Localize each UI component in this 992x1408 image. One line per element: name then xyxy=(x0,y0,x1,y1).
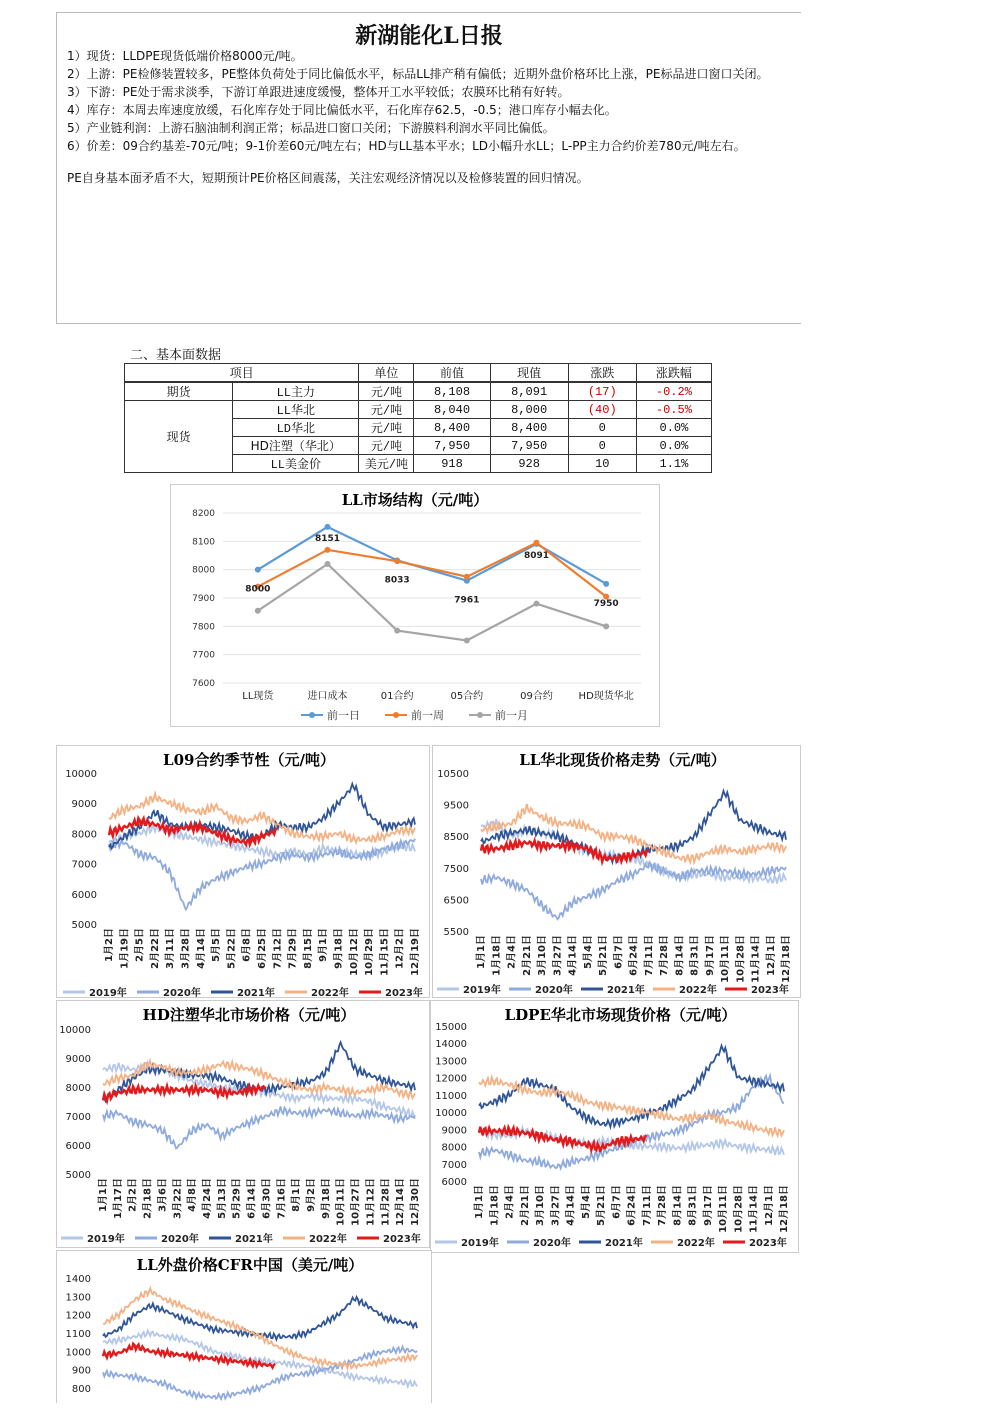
y-tick-label: 7700 xyxy=(192,650,215,661)
table-row xyxy=(125,401,712,419)
chart-title: L09合约季节性（元/吨） xyxy=(163,751,335,769)
legend-label: 2023年 xyxy=(385,988,423,997)
legend-label: 2019年 xyxy=(87,1234,125,1245)
x-tick-label: 6月8日 xyxy=(241,928,253,962)
x-tick-label: 9月1日 xyxy=(318,928,330,962)
y-tick-label: 9000 xyxy=(441,1125,467,1137)
x-tick-label: 12月18日 xyxy=(781,935,792,983)
x-tick-label: 5月13日 xyxy=(216,1178,228,1219)
y-tick-label: 10500 xyxy=(437,769,469,780)
x-tick-label: 12月1日 xyxy=(765,935,777,976)
series-line xyxy=(103,1297,417,1340)
x-tick-label: 6月7日 xyxy=(611,1185,623,1219)
data-point xyxy=(534,601,540,607)
data-point xyxy=(325,524,331,530)
x-tick-label: 2月21日 xyxy=(519,1185,531,1226)
legend-marker xyxy=(309,712,315,718)
data-point xyxy=(464,638,470,644)
legend-label: 2022年 xyxy=(311,988,349,997)
x-tick-label: 3月27日 xyxy=(552,935,564,976)
series-line xyxy=(103,1347,417,1399)
x-tick-label: 5月22日 xyxy=(226,928,238,969)
chart-title: LDPE华北市场现货价格（元/吨） xyxy=(504,1006,737,1024)
header-prev: 前值 xyxy=(414,364,490,383)
legend-label: 前一月 xyxy=(495,709,528,722)
x-tick-label: 7月16日 xyxy=(276,1178,288,1219)
y-tick-label: 1200 xyxy=(65,1310,91,1322)
y-tick-label: 8100 xyxy=(192,537,215,548)
x-tick-label: 3月10日 xyxy=(535,1185,546,1226)
x-tick-label: 9月17日 xyxy=(702,1185,714,1226)
x-tick-label: 10月29日 xyxy=(364,928,376,976)
x-tick-label: 8月14日 xyxy=(672,1185,684,1226)
x-tick-label: 5月29日 xyxy=(231,1178,243,1219)
x-tick-label: 3月22日 xyxy=(172,1178,184,1219)
y-tick-label: 8000 xyxy=(441,1142,467,1154)
x-tick-label: 6月30日 xyxy=(261,1178,273,1219)
data-label: 8033 xyxy=(384,575,410,586)
l09-chart-svg xyxy=(57,746,429,997)
y-tick-label: 8000 xyxy=(192,565,215,576)
x-tick-label: 11月12日 xyxy=(365,1178,377,1226)
legend-label: 2021年 xyxy=(607,985,645,996)
y-tick-label: 13000 xyxy=(435,1056,467,1068)
y-tick-label: 1000 xyxy=(65,1347,91,1359)
x-tick-label: 8月31日 xyxy=(687,1185,699,1226)
row-curr: 8,091 xyxy=(490,382,568,401)
x-tick-label: 2月4日 xyxy=(506,935,518,969)
x-tick-label: 11月14日 xyxy=(748,1185,760,1233)
row-unit: 元/吨 xyxy=(359,419,414,437)
llnorth-chart-svg xyxy=(433,746,800,997)
data-point xyxy=(394,558,400,564)
data-point xyxy=(603,623,609,629)
y-tick-label: 8200 xyxy=(192,509,215,519)
chart-structure xyxy=(170,484,660,727)
x-tick-label: 2月4日 xyxy=(504,1185,516,1219)
legend-label: 2023年 xyxy=(749,1238,787,1249)
series-line xyxy=(109,818,277,845)
data-label: 8091 xyxy=(523,550,550,561)
series-line xyxy=(103,1042,415,1101)
structure-chart-svg xyxy=(171,485,659,726)
data-point xyxy=(325,561,331,567)
legend-label: 2023年 xyxy=(383,1234,421,1245)
x-tick-label: 7月11日 xyxy=(641,1185,653,1226)
chart-title: LL外盘价格CFR中国（美元/吨） xyxy=(136,1256,364,1274)
row-prev: 7,950 xyxy=(414,437,490,455)
y-tick-label: 7000 xyxy=(441,1159,467,1171)
y-tick-label: 7900 xyxy=(192,594,215,604)
x-tick-label: 12月19日 xyxy=(410,928,421,976)
y-tick-label: 1400 xyxy=(65,1274,91,1285)
x-tick-label: 6月7日 xyxy=(613,935,625,969)
legend-label: 前一周 xyxy=(411,709,444,722)
legend-label: 2019年 xyxy=(463,985,501,996)
x-tick-label: 12月1日 xyxy=(763,1185,775,1226)
report-line: 4）库存：本周去库速度放缓，石化库存处于同比偏低水平，石化库存62.5，-0.5；港口库存小幅去化。 xyxy=(67,103,617,117)
y-tick-label: 1100 xyxy=(65,1329,91,1340)
section-title: 二、基本面数据 xyxy=(130,348,222,363)
report-line: 1）现货：LLDPE现货低端价格8000元/吨。 xyxy=(67,49,303,63)
x-tick-label: 1月18日 xyxy=(491,935,503,976)
row-unit: 元/吨 xyxy=(359,401,414,419)
legend-label: 2019年 xyxy=(461,1238,499,1249)
group-spot: 现货 xyxy=(125,401,233,473)
header-item: 项目 xyxy=(125,364,359,383)
data-point xyxy=(603,581,609,587)
y-tick-label: 900 xyxy=(71,1365,91,1377)
row-chg: (40) xyxy=(568,401,636,419)
y-tick-label: 800 xyxy=(71,1384,91,1395)
fundamentals-table xyxy=(124,363,712,473)
x-tick-label: 7月12日 xyxy=(272,928,284,969)
x-tick-label: 4月14日 xyxy=(567,935,579,976)
x-tick-label: 8月14日 xyxy=(674,935,686,976)
x-tick-label: 4月14日 xyxy=(565,1185,577,1226)
series-line xyxy=(258,564,606,641)
x-tick-label: 11月14日 xyxy=(750,935,762,983)
y-tick-label: 7500 xyxy=(443,863,469,875)
x-tick-label: 3月11日 xyxy=(165,928,177,969)
header-unit: 单位 xyxy=(359,364,414,383)
chart-title: LL华北现货价格走势（元/吨） xyxy=(519,751,726,769)
chart-l09 xyxy=(56,745,430,998)
x-tick-label: 9月2日 xyxy=(306,1178,317,1212)
x-tick-label: 1月1日 xyxy=(98,1178,109,1212)
row-pct: -0.2% xyxy=(636,382,711,401)
x-tick-label: 7月11日 xyxy=(643,935,655,976)
x-tick-label: 2月18日 xyxy=(142,1178,154,1219)
x-tick-label: 8月15日 xyxy=(302,928,314,969)
x-tick-label: 10月28日 xyxy=(733,1185,745,1233)
row-item: LL美金价 xyxy=(233,455,359,473)
report-title: 新湖能化L日报 xyxy=(355,23,503,49)
x-tick-label: 4月24日 xyxy=(202,1178,213,1219)
y-tick-label: 8000 xyxy=(65,1083,91,1094)
data-point xyxy=(325,547,331,553)
x-tick-label: 8月31日 xyxy=(689,935,701,976)
x-tick-label: 3月28日 xyxy=(180,928,192,969)
legend-label: 2022年 xyxy=(309,1234,347,1245)
row-item: HD注塑（华北） xyxy=(233,437,359,455)
row-curr: 8,400 xyxy=(490,419,568,437)
y-tick-label: 7800 xyxy=(192,622,215,633)
legend-label: 2023年 xyxy=(751,985,789,996)
x-tick-label: HD现货华北 xyxy=(578,691,634,702)
chart-cfr xyxy=(56,1250,432,1403)
data-point xyxy=(464,574,470,580)
row-pct: 0.0% xyxy=(636,437,711,455)
data-point xyxy=(534,540,540,546)
x-tick-label: 12月14日 xyxy=(395,1178,407,1226)
row-item: LD华北 xyxy=(233,419,359,437)
series-line xyxy=(103,1106,415,1148)
legend-marker xyxy=(477,712,483,718)
report-summary: PE自身基本面矛盾不大，短期预计PE价格区间震荡，关注宏观经济情况以及检修装置的回归情况。 xyxy=(67,171,589,185)
x-tick-label: 10月12日 xyxy=(348,928,360,976)
x-tick-label: 5月21日 xyxy=(598,935,609,976)
y-tick-label: 12000 xyxy=(435,1073,467,1085)
chart-hdnorth xyxy=(56,1000,430,1248)
report-box xyxy=(56,12,801,324)
x-tick-label: 进口成本 xyxy=(307,691,348,702)
ldpenorth-chart-svg xyxy=(431,1001,798,1252)
y-tick-label: 6000 xyxy=(71,889,97,901)
row-curr: 7,950 xyxy=(490,437,568,455)
y-tick-label: 7000 xyxy=(71,859,97,871)
row-unit: 元/吨 xyxy=(359,382,414,401)
y-tick-label: 6000 xyxy=(441,1177,467,1188)
y-tick-label: 15000 xyxy=(435,1022,467,1033)
legend-label: 2020年 xyxy=(163,988,201,997)
row-chg: 0 xyxy=(568,419,636,437)
x-tick-label: 2月2日 xyxy=(127,1178,139,1212)
x-tick-label: 5月4日 xyxy=(580,1185,592,1219)
x-tick-label: 10月11日 xyxy=(335,1178,347,1226)
x-tick-label: 2月21日 xyxy=(521,935,533,976)
x-tick-label: 3月6日 xyxy=(157,1178,169,1212)
row-prev: 8,400 xyxy=(414,419,490,437)
legend-label: 2021年 xyxy=(605,1238,643,1249)
report-line: 5）产业链利润：上游石脑油制利润正常；标品进口窗口关闭；下游膜料利润水平同比偏低。 xyxy=(67,121,555,135)
series-line xyxy=(481,841,648,862)
data-point xyxy=(255,608,261,614)
x-tick-label: 1月1日 xyxy=(476,935,487,969)
row-curr: 928 xyxy=(490,455,568,473)
row-unit: 美元/吨 xyxy=(359,455,414,473)
report-line: 6）价差：09合约基差-70元/吨；9-1价差60元/吨左右；HD与LL基本平水；LD小幅升水LL；L-PP主力合约价差780元/吨左右。 xyxy=(67,139,746,153)
y-tick-label: 10000 xyxy=(65,769,97,780)
legend-marker xyxy=(393,712,399,718)
x-tick-label: LL现货 xyxy=(242,691,274,702)
row-unit: 元/吨 xyxy=(359,437,414,455)
x-tick-label: 10月11日 xyxy=(720,935,731,983)
y-tick-label: 7600 xyxy=(192,679,215,689)
x-tick-label: 9月17日 xyxy=(704,935,716,976)
data-point xyxy=(255,567,261,573)
header-curr: 现值 xyxy=(490,364,568,383)
x-tick-label: 7月28日 xyxy=(659,935,670,976)
data-point xyxy=(394,628,400,634)
row-prev: 8,040 xyxy=(414,401,490,419)
y-tick-label: 9000 xyxy=(65,1054,91,1065)
x-tick-label: 1月19日 xyxy=(119,928,131,969)
y-tick-label: 1300 xyxy=(65,1292,91,1304)
x-tick-label: 6月14日 xyxy=(246,1178,258,1219)
legend-label: 2022年 xyxy=(679,985,717,996)
x-tick-label: 7月29日 xyxy=(287,928,299,969)
y-tick-label: 8000 xyxy=(71,829,97,841)
y-tick-label: 10000 xyxy=(435,1108,467,1120)
x-tick-label: 4月8日 xyxy=(187,1178,199,1212)
row-prev: 8,108 xyxy=(414,382,490,401)
row-curr: 8,000 xyxy=(490,401,568,419)
x-tick-label: 5月4日 xyxy=(582,935,594,969)
x-tick-label: 09合约 xyxy=(520,691,553,702)
series-line xyxy=(103,1344,275,1368)
x-tick-label: 12月18日 xyxy=(779,1185,790,1233)
data-label: 8151 xyxy=(314,533,341,544)
x-tick-label: 05合约 xyxy=(450,691,484,702)
y-tick-label: 8500 xyxy=(443,832,469,844)
row-pct: 0.0% xyxy=(636,419,711,437)
x-tick-label: 5月21日 xyxy=(596,1185,607,1226)
x-tick-label: 10月28日 xyxy=(735,935,747,983)
table-header-row xyxy=(125,364,712,383)
x-tick-label: 01合约 xyxy=(380,691,414,702)
row-chg: 0 xyxy=(568,437,636,455)
x-tick-label: 10月27日 xyxy=(350,1178,362,1226)
x-tick-label: 4月14日 xyxy=(195,928,207,969)
x-tick-label: 9月18日 xyxy=(320,1178,332,1219)
report-lines xyxy=(67,47,793,187)
y-tick-label: 10000 xyxy=(59,1025,91,1036)
legend-label: 2021年 xyxy=(237,988,275,997)
chart-title: LL市场结构（元/吨） xyxy=(341,491,489,509)
y-tick-label: 5000 xyxy=(65,1170,91,1181)
legend-label: 2020年 xyxy=(535,985,573,996)
data-label: 8000 xyxy=(245,584,271,595)
x-tick-label: 2月22日 xyxy=(149,928,161,969)
y-tick-label: 6000 xyxy=(65,1141,91,1152)
y-tick-label: 7000 xyxy=(65,1112,91,1123)
report-line: 3）下游：PE处于需求淡季，下游订单跟进速度缓慢，整体开工水平较低；农膜环比稍有好转。 xyxy=(67,85,570,99)
x-tick-label: 10月11日 xyxy=(718,1185,729,1233)
y-tick-label: 9000 xyxy=(71,799,97,811)
table-row xyxy=(125,382,712,401)
x-tick-label: 2月5日 xyxy=(134,928,146,962)
report-line: 2）上游：PE检修装置较多，PE整体负荷处于同比偏低水平，标品LL排产稍有偏低；近期外盘价格环比上涨，PE标品进口窗口关闭。 xyxy=(67,67,769,81)
chart-llnorth xyxy=(432,745,801,998)
header-pct: 涨跌幅 xyxy=(636,364,711,383)
x-tick-label: 11月15日 xyxy=(379,928,391,976)
row-prev: 918 xyxy=(414,455,490,473)
x-tick-label: 1月2日 xyxy=(104,928,115,962)
x-tick-label: 1月1日 xyxy=(474,1185,485,1219)
x-tick-label: 5月5日 xyxy=(211,928,223,962)
x-tick-label: 3月27日 xyxy=(550,1185,562,1226)
x-tick-label: 3月10日 xyxy=(537,935,548,976)
chart-title: HD注塑华北市场价格（元/吨） xyxy=(142,1006,356,1024)
y-tick-label: 14000 xyxy=(435,1039,467,1051)
y-tick-label: 5000 xyxy=(71,920,97,931)
row-item: LL主力 xyxy=(233,382,359,401)
x-tick-label: 9月18日 xyxy=(333,928,345,969)
row-pct: -0.5% xyxy=(636,401,711,419)
cfr-chart-svg xyxy=(57,1251,431,1404)
x-tick-label: 12月2日 xyxy=(394,928,406,969)
x-tick-label: 1月17日 xyxy=(112,1178,124,1219)
data-label: 7950 xyxy=(593,598,619,609)
legend-label: 2022年 xyxy=(677,1238,715,1249)
legend-label: 前一日 xyxy=(327,709,360,722)
row-chg: 10 xyxy=(568,455,636,473)
y-tick-label: 9500 xyxy=(443,800,469,812)
y-tick-label: 6500 xyxy=(443,895,469,907)
row-pct: 1.1% xyxy=(636,455,711,473)
series-line xyxy=(481,862,786,919)
row-item: LL华北 xyxy=(233,401,359,419)
x-tick-label: 7月28日 xyxy=(657,1185,668,1226)
x-tick-label: 6月25日 xyxy=(257,928,268,969)
series-line xyxy=(103,1061,415,1099)
x-tick-label: 1月18日 xyxy=(489,1185,501,1226)
x-tick-label: 11月28日 xyxy=(380,1178,392,1226)
chart-ldpenorth xyxy=(430,1000,799,1253)
legend-label: 2019年 xyxy=(89,988,127,997)
hdnorth-chart-svg xyxy=(57,1001,429,1247)
y-tick-label: 5500 xyxy=(443,927,469,938)
row-chg: (17) xyxy=(568,382,636,401)
x-tick-label: 12月30日 xyxy=(410,1178,421,1226)
legend-label: 2020年 xyxy=(533,1238,571,1249)
x-tick-label: 6月24日 xyxy=(628,935,640,976)
group-futures: 期货 xyxy=(125,382,233,401)
data-label: 7961 xyxy=(454,595,480,606)
x-tick-label: 6月24日 xyxy=(626,1185,638,1226)
legend-label: 2020年 xyxy=(161,1234,199,1245)
legend-label: 2021年 xyxy=(235,1234,273,1245)
header-chg: 涨跌 xyxy=(568,364,636,383)
x-tick-label: 8月1日 xyxy=(291,1178,303,1212)
y-tick-label: 11000 xyxy=(435,1090,467,1102)
